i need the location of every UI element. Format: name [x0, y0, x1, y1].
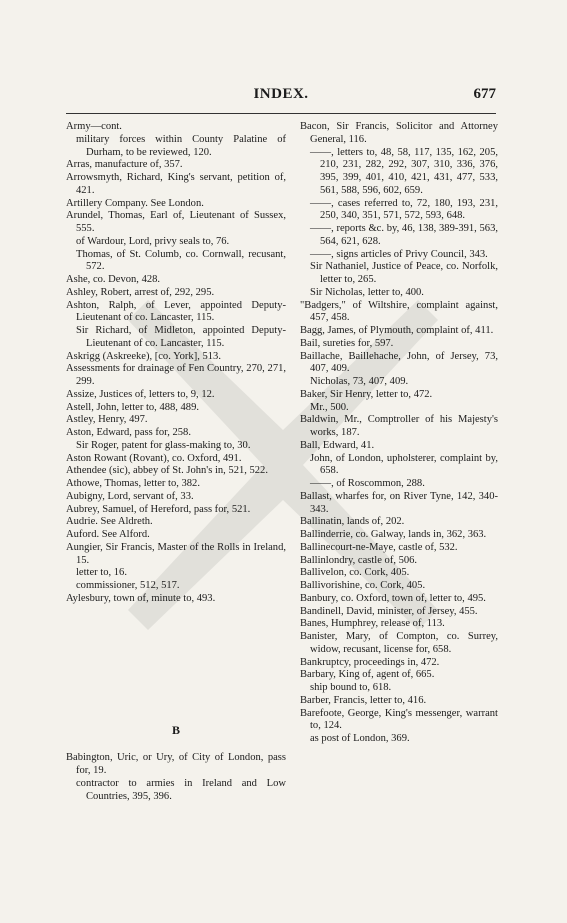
index-entry: Arras, manufacture of, 357. [66, 159, 183, 171]
index-entry: Aungier, Sir Francis, Master of the Rolls in Ireland, 15. [66, 541, 286, 566]
page-number: 677 [473, 86, 496, 102]
index-entry: Bankruptcy, proceedings in, 472. [300, 656, 440, 668]
index-entry: Aylesbury, town of, minute to, 493. [66, 592, 216, 604]
index-subentry: ——, of Roscommon, 288. [310, 478, 425, 489]
index-entry: Ballivorishine, co. Cork, 405. [300, 580, 426, 591]
index-entry: Bail, sureties for, 597. [300, 337, 394, 349]
index-entry: Assessments for drainage of Fen Country, 270, 271, 299. [66, 363, 286, 387]
index-subentry: letter to, 16. [76, 567, 127, 579]
index-subentry: Sir Roger, patent for glass-making to, 30. [76, 439, 251, 451]
index-entry: Baldwin, Mr., Comptroller of his Majesty's works, 187. [300, 414, 498, 438]
index-entry: Baillache, Baillehache, John, of Jersey, 73, 407, 409. [300, 350, 498, 375]
index-subentry: Sir Nathaniel, Justice of Peace, co. Norfolk, letter to, 265. [310, 261, 498, 285]
index-entry: Athendee (sic), abbey of St. John's in, 521, 522. [66, 465, 268, 477]
index-entry: "Badgers," of Wiltshire, complaint against, 457, 458. [300, 299, 498, 324]
index-entry: Astley, Henry, 497. [66, 414, 148, 426]
left-column [66, 121, 286, 803]
index-entry: Aubigny, Lord, servant of, 33. [66, 490, 194, 502]
index-entry: Bandinell, David, minister, of Jersey, 455. [300, 605, 478, 617]
index-entry: Audrie. See Aldreth. [66, 516, 153, 528]
index-entry: Auford. See Alford. [66, 529, 150, 540]
index-entry: Ashe, co. Devon, 428. [66, 274, 161, 285]
index-entry: Aston Rowant (Rovant), co. Oxford, 491. [66, 452, 242, 464]
index-entry: Banes, Humphrey, release of, 113. [300, 618, 445, 630]
index-entry: Ashley, Robert, arrest of, 292, 295. [66, 286, 215, 298]
index-entry: Barefoote, George, King's messenger, warrant to, 124. [300, 707, 498, 732]
page-header [66, 86, 496, 112]
index-entry: Ballinderrie, co. Galway, lands in, 362, 363. [300, 529, 487, 540]
index-entry: Babington, Uric, or Ury, of City of London, pass for, 19. [66, 752, 286, 776]
index-subentry: Sir Nicholas, letter to, 400. [310, 286, 424, 298]
index-entry: Askrigg (Askreeke), [co. York], 513. [66, 350, 221, 362]
page-title: INDEX. [253, 86, 309, 102]
index-entry: Bacon, Sir Francis, Solicitor and Attorney General, 116. [300, 121, 498, 145]
index-entry: Ballast, wharfes for, on River Tyne, 142, 340-343. [300, 490, 498, 515]
index-subentry: ——, signs articles of Privy Council, 343. [310, 248, 488, 260]
index-subentry: John, of London, upholsterer, complaint by, 658. [310, 452, 498, 477]
index-subentry: ship bound to, 618. [310, 682, 392, 693]
index-entry: Astell, John, letter to, 488, 489. [66, 401, 199, 413]
index-entry: Artillery Company. See London. [66, 197, 204, 209]
index-entry: Ball, Edward, 41. [300, 439, 375, 451]
index-subentry: ——, letters to, 48, 58, 117, 135, 162, 205, 210, 231, 282, 292, 307, 310, 336, 376, 395, 399, 401, 410, 421, 431, 477, 533, 561, 588, 596, 602, 659. [310, 146, 498, 196]
index-entry: Ballinecourt-ne-Maye, castle of, 532. [300, 541, 458, 553]
index-subentry: ——, cases referred to, 72, 180, 193, 231, 250, 340, 351, 571, 572, 593, 648. [310, 197, 498, 222]
index-entry: Aubrey, Samuel, of Hereford, pass for, 521. [66, 503, 251, 515]
index-subentry: Nicholas, 73, 407, 409. [310, 376, 409, 387]
index-subentry: ——, reports &c. by, 46, 138, 389-391, 563, 564, 621, 628. [310, 223, 498, 247]
index-entry: Barber, Francis, letter to, 416. [300, 694, 427, 706]
index-entry: Banister, Mary, of Compton, co. Surrey, widow, recusant, license for, 658. [300, 631, 498, 655]
index-entry: Baker, Sir Henry, letter to, 472. [300, 388, 433, 400]
index-subentry: as post of London, 369. [310, 733, 410, 744]
index-subentry: Mr., 500. [310, 401, 349, 413]
index-entry: Ballivelon, co. Cork, 405. [300, 567, 410, 579]
index-subentry: Sir Richard, of Midleton, appointed Deputy-Lieutenant of co. Lancaster, 115. [76, 325, 286, 349]
index-entry: Athowe, Thomas, letter to, 382. [66, 478, 200, 489]
index-entry: Aston, Edward, pass for, 258. [66, 427, 191, 438]
index-subentry: military forces within County Palatine of Durham, to be reviewed, 120. [76, 133, 286, 158]
index-subentry: Thomas, of St. Columb, co. Cornwall, recusant, 572. [76, 248, 286, 273]
index-entry: Banbury, co. Oxford, town of, letter to, 495. [300, 592, 486, 604]
index-entry: Assize, Justices of, letters to, 9, 12. [66, 388, 215, 400]
index-entry: Ballinatin, lands of, 202. [300, 516, 405, 528]
right-column [300, 121, 498, 746]
section-letter: B [171, 722, 180, 737]
header-rule [66, 113, 496, 114]
index-entry: Bagg, James, of Plymouth, complaint of, 411. [300, 325, 494, 336]
index-subentry: contractor to armies in Ireland and Low Countries, 395, 396. [76, 777, 286, 802]
index-entry: Arundel, Thomas, Earl of, Lieutenant of Sussex, 555. [66, 210, 286, 234]
index-entry: Barbary, King of, agent of, 665. [300, 669, 435, 681]
index-entry: Ashton, Ralph, of Lever, appointed Deputy-Lieutenant of co. Lancaster, 115. [66, 299, 286, 324]
index-entry: Ballinlondry, castle of, 506. [300, 554, 418, 566]
index-subentry: of Wardour, Lord, privy seals to, 76. [76, 235, 230, 247]
index-entry: Army—cont. [66, 121, 122, 132]
index-subentry: commissioner, 512, 517. [76, 580, 180, 591]
index-entry: Arrowsmyth, Richard, King's servant, petition of, 421. [66, 172, 286, 196]
